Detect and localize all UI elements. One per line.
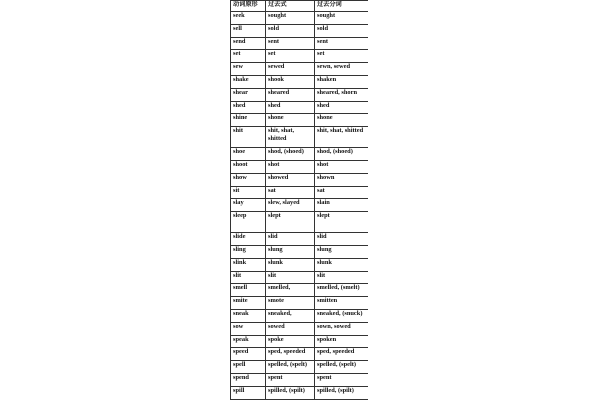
cell-past-participle: slid	[315, 233, 369, 246]
cell-base-form: shoe	[231, 148, 266, 161]
table-row	[231, 212, 369, 233]
cell-past-participle: shod, (shoed)	[315, 148, 369, 161]
table-row	[231, 271, 369, 284]
cell-base-form: shake	[231, 75, 266, 88]
cell-past-participle: shaken	[315, 75, 369, 88]
cell-past-participle: sought	[315, 12, 369, 25]
cell-past-tense: set	[266, 50, 315, 63]
table-row	[231, 258, 369, 271]
cell-past-tense: spent	[266, 373, 315, 386]
cell-past-participle: sown, sowed	[315, 322, 369, 335]
cell-past-tense: sat	[266, 186, 315, 199]
cell-base-form: shed	[231, 101, 266, 114]
cell-past-tense: slid	[266, 233, 315, 246]
cell-base-form: sell	[231, 24, 266, 37]
cell-past-participle: slain	[315, 199, 369, 212]
header-base-form: 动词原形	[231, 1, 266, 12]
header-past-participle: 过去分词	[315, 1, 369, 12]
table-row	[231, 12, 369, 25]
cell-base-form: seek	[231, 12, 266, 25]
cell-past-tense: slept	[266, 212, 315, 233]
cell-past-tense: sought	[266, 12, 315, 25]
table-row	[231, 348, 369, 361]
cell-past-tense: shod, (shoed)	[266, 148, 315, 161]
cell-past-participle: sold	[315, 24, 369, 37]
cell-past-tense: showed	[266, 173, 315, 186]
table-row	[231, 173, 369, 186]
table-row	[231, 160, 369, 173]
cell-base-form: shit	[231, 127, 266, 148]
table-row	[231, 386, 369, 399]
cell-past-tense: slew, slayed	[266, 199, 315, 212]
cell-past-tense: sped, speeded	[266, 348, 315, 361]
cell-base-form: smite	[231, 297, 266, 310]
cell-past-participle: smelled, (smelt)	[315, 284, 369, 297]
cell-base-form: sling	[231, 245, 266, 258]
cell-base-form: shine	[231, 114, 266, 127]
cell-base-form: spend	[231, 373, 266, 386]
table-row	[231, 37, 369, 50]
cell-base-form: spell	[231, 361, 266, 374]
cell-past-participle: set	[315, 50, 369, 63]
cell-past-participle: shed	[315, 101, 369, 114]
cell-base-form: send	[231, 37, 266, 50]
verb-table-container	[230, 0, 368, 400]
table-header-row	[231, 1, 369, 12]
cell-base-form: sew	[231, 63, 266, 76]
cell-past-participle: smitten	[315, 297, 369, 310]
cell-past-tense: sent	[266, 37, 315, 50]
cell-base-form: sow	[231, 322, 266, 335]
cell-past-participle: slit	[315, 271, 369, 284]
cell-past-participle: shit, shat, shitted	[315, 127, 369, 148]
cell-past-participle: spilled, (spilt)	[315, 386, 369, 399]
table-row	[231, 148, 369, 161]
table-row	[231, 186, 369, 199]
cell-past-tense: shot	[266, 160, 315, 173]
cell-past-participle: shown	[315, 173, 369, 186]
cell-base-form: slide	[231, 233, 266, 246]
cell-past-participle: sheared, shorn	[315, 88, 369, 101]
table-row	[231, 309, 369, 322]
table-row	[231, 284, 369, 297]
cell-past-tense: sowed	[266, 322, 315, 335]
cell-past-tense: sewed	[266, 63, 315, 76]
cell-past-tense: slit	[266, 271, 315, 284]
cell-past-participle: slept	[315, 212, 369, 233]
cell-past-participle: sat	[315, 186, 369, 199]
table-row	[231, 101, 369, 114]
cell-past-tense: shook	[266, 75, 315, 88]
cell-past-participle: shot	[315, 160, 369, 173]
table-row	[231, 373, 369, 386]
cell-past-tense: smelled,	[266, 284, 315, 297]
cell-base-form: show	[231, 173, 266, 186]
table-body	[231, 12, 369, 400]
cell-past-participle: slung	[315, 245, 369, 258]
table-row	[231, 63, 369, 76]
table-row	[231, 88, 369, 101]
cell-past-participle: sewn, sewed	[315, 63, 369, 76]
cell-past-tense: shone	[266, 114, 315, 127]
table-row	[231, 75, 369, 88]
cell-past-participle: slunk	[315, 258, 369, 271]
cell-past-tense: slunk	[266, 258, 315, 271]
cell-past-tense: sold	[266, 24, 315, 37]
cell-past-tense: shed	[266, 101, 315, 114]
table-row	[231, 245, 369, 258]
cell-base-form: slink	[231, 258, 266, 271]
cell-base-form: slay	[231, 199, 266, 212]
cell-past-participle: spent	[315, 373, 369, 386]
cell-past-tense: shit, shat, shitted	[266, 127, 315, 148]
cell-past-participle: spelled, (spelt)	[315, 361, 369, 374]
table-row	[231, 335, 369, 348]
cell-base-form: slit	[231, 271, 266, 284]
cell-past-tense: spelled, (spelt)	[266, 361, 315, 374]
cell-base-form: smell	[231, 284, 266, 297]
cell-base-form: shear	[231, 88, 266, 101]
cell-past-tense: slung	[266, 245, 315, 258]
cell-past-participle: sped, speeded	[315, 348, 369, 361]
cell-past-tense: sneaked,	[266, 309, 315, 322]
table-row	[231, 361, 369, 374]
cell-past-tense: smote	[266, 297, 315, 310]
cell-base-form: speed	[231, 348, 266, 361]
cell-past-tense: sheared	[266, 88, 315, 101]
cell-base-form: speak	[231, 335, 266, 348]
table-row	[231, 50, 369, 63]
table-row	[231, 114, 369, 127]
cell-base-form: spill	[231, 386, 266, 399]
irregular-verb-table	[230, 0, 368, 400]
table-row	[231, 233, 369, 246]
table-row	[231, 297, 369, 310]
cell-past-tense: spilled, (spilt)	[266, 386, 315, 399]
cell-past-tense: spoke	[266, 335, 315, 348]
cell-base-form: sleep	[231, 212, 266, 233]
cell-base-form: sneak	[231, 309, 266, 322]
table-row	[231, 24, 369, 37]
table-row	[231, 127, 369, 148]
table-row	[231, 199, 369, 212]
cell-base-form: set	[231, 50, 266, 63]
cell-past-participle: shone	[315, 114, 369, 127]
cell-past-participle: spoken	[315, 335, 369, 348]
cell-past-participle: sneaked, (snuck)	[315, 309, 369, 322]
cell-base-form: sit	[231, 186, 266, 199]
cell-past-participle: sent	[315, 37, 369, 50]
table-row	[231, 322, 369, 335]
cell-base-form: shoot	[231, 160, 266, 173]
header-past-tense: 过去式	[266, 1, 315, 12]
